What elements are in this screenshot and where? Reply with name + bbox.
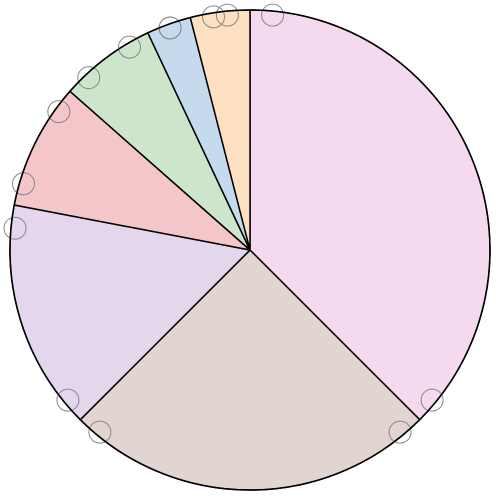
slices-layer: [10, 10, 490, 490]
